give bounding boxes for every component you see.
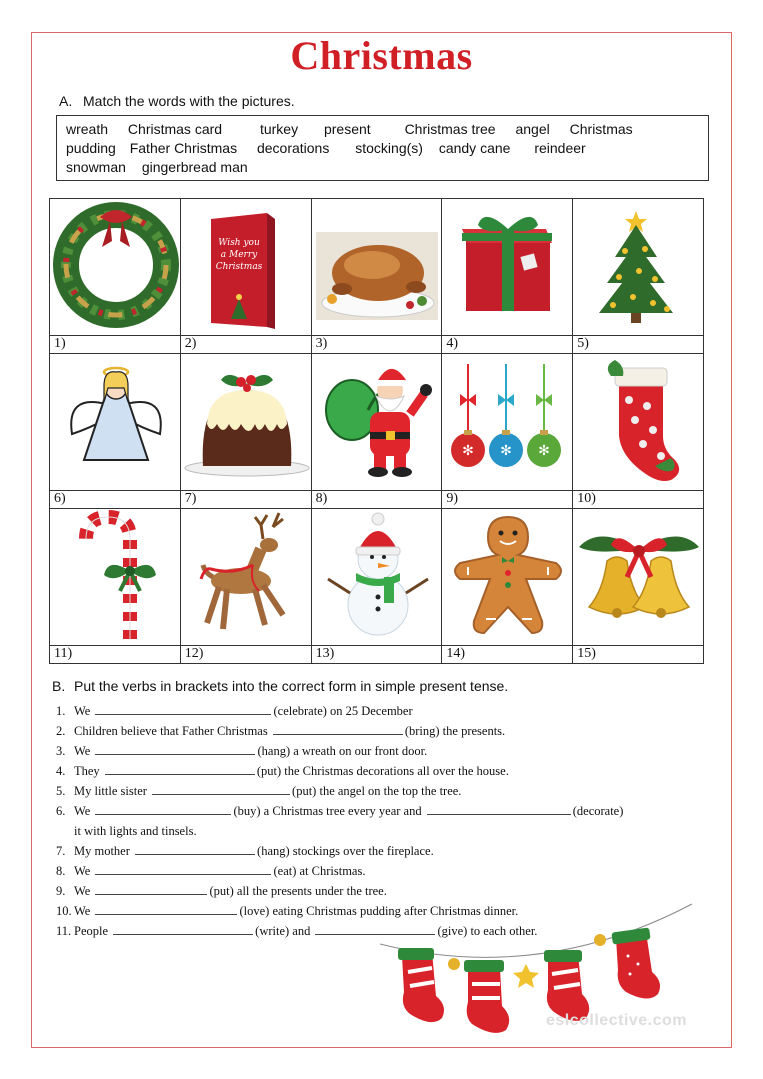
- answer-blank[interactable]: [152, 782, 290, 795]
- picture-cell-4: [442, 199, 573, 354]
- picture-number: 6): [54, 491, 66, 506]
- sentence-text: (celebrate) on 25 December: [273, 704, 413, 718]
- answer-blank[interactable]: [105, 762, 255, 775]
- sentence-text: (hang) a wreath on our front door.: [257, 744, 428, 758]
- answer-blank[interactable]: [95, 862, 271, 875]
- page-title: Christmas: [290, 33, 473, 78]
- sentence-number: 4.: [56, 764, 66, 778]
- answer-blank[interactable]: [95, 882, 207, 895]
- picture-number: 2): [184, 336, 197, 351]
- sentence-number: 10.: [56, 904, 72, 918]
- sentence-text: We: [74, 804, 91, 818]
- stocking-icon: [611, 927, 660, 998]
- answer-blank[interactable]: [95, 802, 231, 815]
- sentence-text: (hang) stockings over the fireplace.: [257, 844, 434, 858]
- sentence-text: They: [74, 764, 100, 778]
- stocking-icon: [544, 950, 589, 1021]
- angel-icon: [50, 354, 181, 494]
- picture-number: 8): [315, 491, 328, 506]
- sentence-2: [56, 722, 623, 742]
- sentence-6: [56, 802, 623, 822]
- gingerbread-man-icon: [442, 509, 573, 649]
- picture-cell-6: [50, 354, 181, 509]
- answer-blank[interactable]: [427, 802, 571, 815]
- sentence-number: 9.: [56, 884, 66, 898]
- word: pudding: [66, 140, 116, 156]
- sentence-text: We: [74, 704, 91, 718]
- word: Christmas card: [127, 121, 223, 137]
- sentence-text: We: [74, 884, 91, 898]
- wreath-icon: [50, 199, 181, 339]
- snowman-icon: [312, 509, 443, 649]
- sentence-number: 2.: [56, 724, 66, 738]
- turkey-icon: [312, 199, 443, 339]
- answer-blank[interactable]: [95, 742, 255, 755]
- picture-cell-8: [311, 354, 442, 509]
- picture-number: 15): [577, 646, 596, 661]
- word-bank-row-3: [66, 158, 699, 177]
- sentence-number: 1.: [56, 704, 66, 718]
- word: turkey: [259, 121, 299, 137]
- picture-cell-9: [442, 354, 573, 509]
- picture-number: 13): [315, 646, 335, 661]
- word: snowman: [66, 159, 126, 175]
- picture-number: 3): [315, 336, 328, 351]
- sentence-text: (bring) the presents.: [404, 724, 506, 738]
- picture-cell-14: [442, 509, 573, 664]
- word: present: [323, 121, 371, 137]
- sentence-number: 7.: [56, 844, 66, 858]
- word: Christmas: [569, 121, 633, 137]
- word: stocking(s): [355, 140, 423, 156]
- picture-number: 12): [184, 646, 204, 661]
- sentence-5: [56, 782, 623, 802]
- answer-blank[interactable]: [113, 922, 253, 935]
- picture-number: 10): [577, 491, 596, 506]
- sentence-text: (put) the Christmas decorations all over the house.: [256, 764, 509, 778]
- card-line-2: a Merry: [220, 250, 258, 260]
- word: Christmas tree: [404, 121, 496, 137]
- word: decorations: [256, 140, 330, 156]
- picture-number: 1): [54, 336, 66, 351]
- bells-icon: [573, 509, 704, 649]
- section-b-letter: B.: [52, 678, 66, 694]
- picture-grid: [49, 198, 704, 664]
- sentence-number: 11.: [56, 924, 72, 938]
- picture-cell-10: [573, 354, 704, 509]
- picture-cell-5: [573, 199, 704, 354]
- sentence-text: (put) the angel on the top the tree.: [292, 784, 462, 798]
- word: reindeer: [534, 140, 586, 156]
- sentence-3: [56, 742, 623, 762]
- sentence-text: People: [74, 924, 109, 938]
- section-a-letter: A.: [59, 93, 73, 109]
- sentence-6-continued: [56, 822, 623, 842]
- word-bank-row-1: [66, 120, 699, 139]
- card-line-3: Christmas: [215, 262, 263, 272]
- pudding-icon: [181, 354, 312, 494]
- candy-cane-icon: [50, 509, 181, 649]
- section-b-heading: [52, 678, 508, 694]
- picture-number: 14): [446, 646, 466, 661]
- picture-number: 4): [446, 336, 459, 351]
- christmas-tree-icon: [573, 199, 704, 339]
- section-a-instruction: Match the words with the pictures.: [83, 93, 295, 109]
- picture-cell-3: [311, 199, 442, 354]
- sentence-text: (put) all the presents under the tree.: [209, 884, 387, 898]
- answer-blank[interactable]: [135, 842, 255, 855]
- stocking-icon: [573, 354, 704, 494]
- sentence-text: Children believe that Father Christmas: [74, 724, 268, 738]
- watermark: eslcollective.com: [546, 1012, 688, 1029]
- sentence-number: 5.: [56, 784, 66, 798]
- picture-cell-1: [50, 199, 181, 354]
- sentence-text: We: [74, 864, 91, 878]
- sentence-text: (write) and: [255, 924, 311, 938]
- stocking-icon: [398, 948, 444, 1022]
- picture-cell-11: [50, 509, 181, 664]
- sentence-1: [56, 702, 623, 722]
- decorations-icon: [442, 354, 573, 494]
- picture-number: 11): [54, 646, 73, 661]
- word: gingerbread man: [141, 159, 248, 175]
- stocking-icon: [464, 960, 509, 1033]
- card-line-1: Wish you: [218, 238, 260, 248]
- answer-blank[interactable]: [273, 722, 403, 735]
- picture-cell-2: [180, 199, 311, 354]
- sentence-8: [56, 862, 623, 882]
- word: Father Christmas: [129, 140, 238, 156]
- sentence-text: it with lights and tinsels.: [74, 824, 197, 838]
- picture-cell-15: [573, 509, 704, 664]
- word: candy cane: [438, 140, 511, 156]
- word: wreath: [66, 121, 109, 137]
- christmas-card-icon: [181, 199, 312, 339]
- word: angel: [515, 121, 550, 137]
- picture-cell-7: [180, 354, 311, 509]
- word-bank: [56, 115, 709, 181]
- picture-number: 5): [577, 336, 589, 351]
- sentence-7: [56, 842, 623, 862]
- sentence-text: My little sister: [74, 784, 147, 798]
- section-a-heading: [59, 93, 295, 109]
- picture-cell-13: [311, 509, 442, 664]
- sentence-text: My mother: [74, 844, 130, 858]
- sentence-text: (give) to each other.: [437, 924, 538, 938]
- word-bank-row-2: [66, 139, 699, 158]
- sentence-number: 6.: [56, 804, 66, 818]
- picture-number: 7): [184, 491, 197, 506]
- present-icon: [442, 199, 573, 339]
- sentence-text: (love) eating Christmas pudding after Christmas dinner.: [239, 904, 519, 918]
- sentence-text: We: [74, 904, 91, 918]
- sentence-text: We: [74, 744, 91, 758]
- answer-blank[interactable]: [95, 902, 237, 915]
- picture-number: 9): [446, 491, 459, 506]
- reindeer-icon: [181, 509, 312, 649]
- father-christmas-icon: [312, 354, 443, 494]
- svg-text:✻: ✻: [500, 442, 513, 458]
- sentence-text: (eat) at Christmas.: [273, 864, 366, 878]
- svg-text:✻: ✻: [538, 442, 551, 458]
- sentence-text: (buy) a Christmas tree every year and: [233, 804, 422, 818]
- svg-text:✻: ✻: [462, 442, 475, 458]
- sentence-number: 3.: [56, 744, 66, 758]
- section-b-instruction: Put the verbs in brackets into the correct form in simple present tense.: [74, 678, 509, 694]
- picture-cell-12: [180, 509, 311, 664]
- sentence-text: (decorate): [572, 804, 624, 818]
- answer-blank[interactable]: [95, 702, 271, 715]
- sentence-4: [56, 762, 623, 782]
- sentence-number: 8.: [56, 864, 66, 878]
